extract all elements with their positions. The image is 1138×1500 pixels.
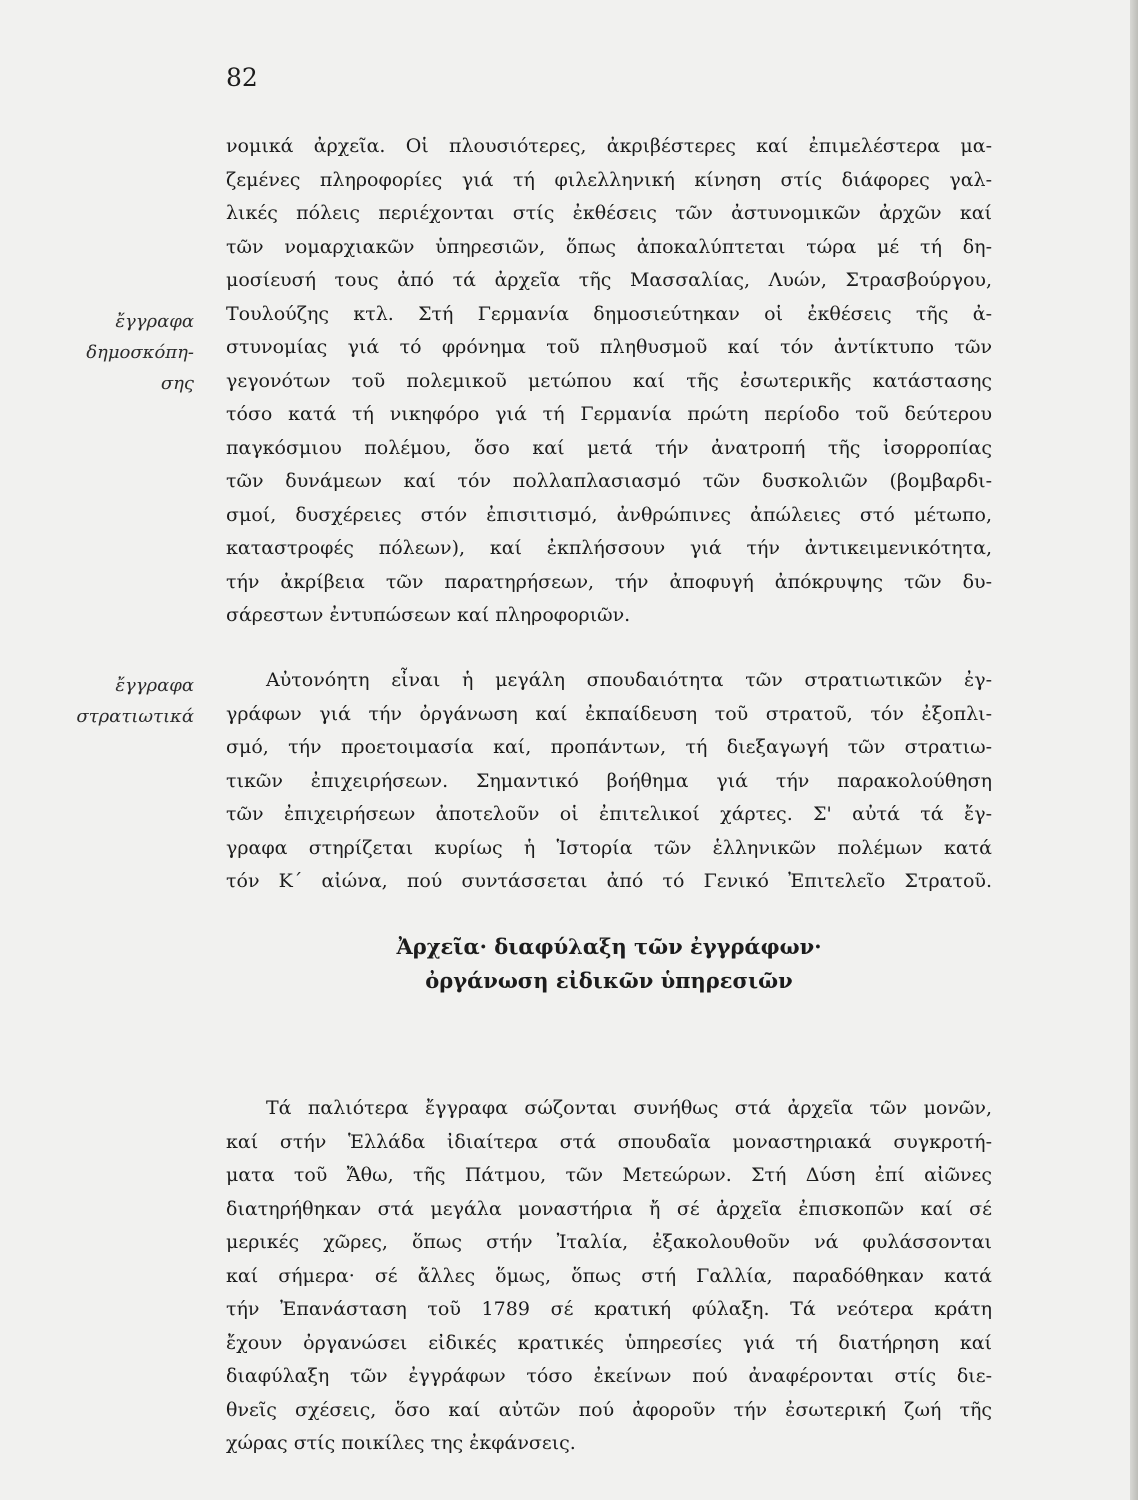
text-line: στυνομίας γιά τό φρόνημα τοῦ πληθυσμοῦ καί τόν ἀντίκτυπο τῶν <box>226 336 992 358</box>
text-line: ζεμένες πληροφορίες γιά τή φιλελληνική κίνηση στίς διάφορες γαλ- <box>226 168 992 191</box>
text-line: καί στήν Ἑλλάδα ἰδιαίτερα στά σπουδαῖα μοναστηριακά συγκροτή- <box>226 1130 992 1153</box>
paragraph-military-documents <box>226 664 992 899</box>
margin-note-military-documents <box>0 670 194 732</box>
margin-note-line: δημοσκόπη- <box>86 342 194 363</box>
text-line: παγκόσμιου πολέμου, ὅσο καί μετά τήν ἀνατροπή τῆς ἰσορροπίας <box>226 436 992 459</box>
text-line: τικῶν ἐπιχειρήσεων. Σημαντικό βοήθημα γιά τήν παρακολούθηση <box>226 769 992 792</box>
text-line: τόσο κατά τή νικηφόρο γιά τή Γερμανία πρώτη περίοδο τοῦ δεύτερου <box>226 403 992 425</box>
heading-line: Ἀρχεῖα· διαφύλαξη τῶν ἐγγράφων· <box>396 934 822 959</box>
text-line: διαφύλαξη τῶν ἐγγράφων τόσο ἐκείνων πού ἀναφέρονται στίς διε- <box>226 1365 992 1387</box>
text-line: τόν Κ´ αἰώνα, πού συντάσσεται ἀπό τό Γενικό Ἐπιτελεῖο Στρατοῦ. <box>226 870 992 892</box>
text-line: τήν ἀκρίβεια τῶν παρατηρήσεων, τήν ἀποφυγή ἀπόκρυψης τῶν δυ- <box>226 570 992 593</box>
text-line: Τουλούζης κτλ. Στή Γερμανία δημοσιεύτηκαν οἱ ἐκθέσεις τῆς ἀ- <box>226 302 992 325</box>
text-line: γραφα στηρίζεται κυρίως ἡ Ἱστορία τῶν ἑλληνικῶν πολέμων κατά <box>226 836 992 859</box>
text-line: σμοί, δυσχέρειες στόν ἐπισιτισμό, ἀνθρώπινες ἀπώλειες στό μέτωπο, <box>226 503 992 526</box>
text-line: καί σήμερα· σέ ἄλλες ὅμως, ὅπως στή Γαλλία, παραδόθηκαν κατά <box>226 1264 992 1287</box>
text-line: γεγονότων τοῦ πολεμικοῦ μετώπου καί τῆς ἐσωτερικῆς κατάστασης <box>226 369 992 392</box>
text-line: τῶν νομαρχιακῶν ὑπηρεσιῶν, ὅπως ἀποκαλύπτεται τώρα μέ τή δη- <box>226 235 992 258</box>
margin-note-line: ἔγγραφα <box>115 311 194 332</box>
text-line: τῶν ἐπιχειρήσεων ἀποτελοῦν οἱ ἐπιτελικοί χάρτες. Σ' αὐτά τά ἔγ- <box>226 803 992 825</box>
text-line: τήν Ἐπανάσταση τοῦ 1789 σέ κρατική φύλαξη. Τά νεότερα κράτη <box>226 1298 992 1320</box>
text-line: καταστροφές πόλεων), καί ἐκπλήσσουν γιά τήν ἀντικειμενικότητα, <box>226 537 992 559</box>
paragraph-police-reports <box>226 130 992 633</box>
margin-note-line: ἔγγραφα <box>115 675 194 696</box>
margin-note-opinion-poll-documents <box>0 306 194 399</box>
text-line: Τά παλιότερα ἔγγραφα σώζονται συνήθως στά ἀρχεῖα τῶν μονῶν, <box>266 1097 992 1119</box>
text-line: γράφων γιά τήν ὀργάνωση καί ἐκπαίδευση τοῦ στρατοῦ, τόν ἐξοπλι- <box>226 702 992 725</box>
heading-line: ὀργάνωση εἰδικῶν ὑπηρεσιῶν <box>425 968 793 993</box>
text-line: Αὐτονόητη εἶναι ἡ μεγάλη σπουδαιότητα τῶν στρατιωτικῶν ἐγ- <box>266 669 992 691</box>
paragraph-archives <box>226 1092 992 1461</box>
text-line: ματα τοῦ Ἄθω, τῆς Πάτμου, τῶν Μετεώρων. Στή Δύση ἐπί αἰῶνες <box>226 1164 992 1186</box>
section-heading <box>226 930 992 998</box>
page-number: 82 <box>226 63 258 92</box>
text-line: μοσίευσή τους ἀπό τά ἀρχεῖα τῆς Μασσαλίας, Λυών, Στρασβούργου, <box>226 269 992 291</box>
text-line: σάρεστων ἐντυπώσεων καί πληροφοριῶν. <box>226 604 631 626</box>
text-line: θνεῖς σχέσεις, ὅσο καί αὐτῶν πού ἀφοροῦν τήν ἐσωτερική ζωή τῆς <box>226 1398 992 1421</box>
page-edge-shadow <box>1130 0 1138 1500</box>
text-line: διατηρήθηκαν στά μεγάλα μοναστήρια ἤ σέ ἀρχεῖα ἐπισκοπῶν καί σέ <box>226 1197 992 1220</box>
text-line: λικές πόλεις περιέχονται στίς ἐκθέσεις τῶν ἀστυνομικῶν ἀρχῶν καί <box>226 202 992 224</box>
text-line: σμό, τήν προετοιμασία καί, προπάντων, τή διεξαγωγή τῶν στρατιω- <box>226 736 992 758</box>
margin-note-line: στρατιωτικά <box>76 706 194 727</box>
text-line: χώρας στίς ποικίλες της ἐκφάνσεις. <box>226 1432 576 1454</box>
text-line: ἔχουν ὀργανώσει εἰδικές κρατικές ὑπηρεσίες γιά τή διατήρηση καί <box>226 1331 992 1354</box>
text-line: μερικές χῶρες, ὅπως στήν Ἰταλία, ἐξακολουθοῦν νά φυλάσσονται <box>226 1231 992 1253</box>
text-line: νομικά ἀρχεῖα. Οἱ πλουσιότερες, ἀκριβέστερες καί ἐπιμελέστερα μα- <box>226 135 992 157</box>
text-line: τῶν δυνάμεων καί τόν πολλαπλασιασμό τῶν δυσκολιῶν (βομβαρδι- <box>226 470 992 492</box>
margin-note-line: σης <box>160 373 194 394</box>
